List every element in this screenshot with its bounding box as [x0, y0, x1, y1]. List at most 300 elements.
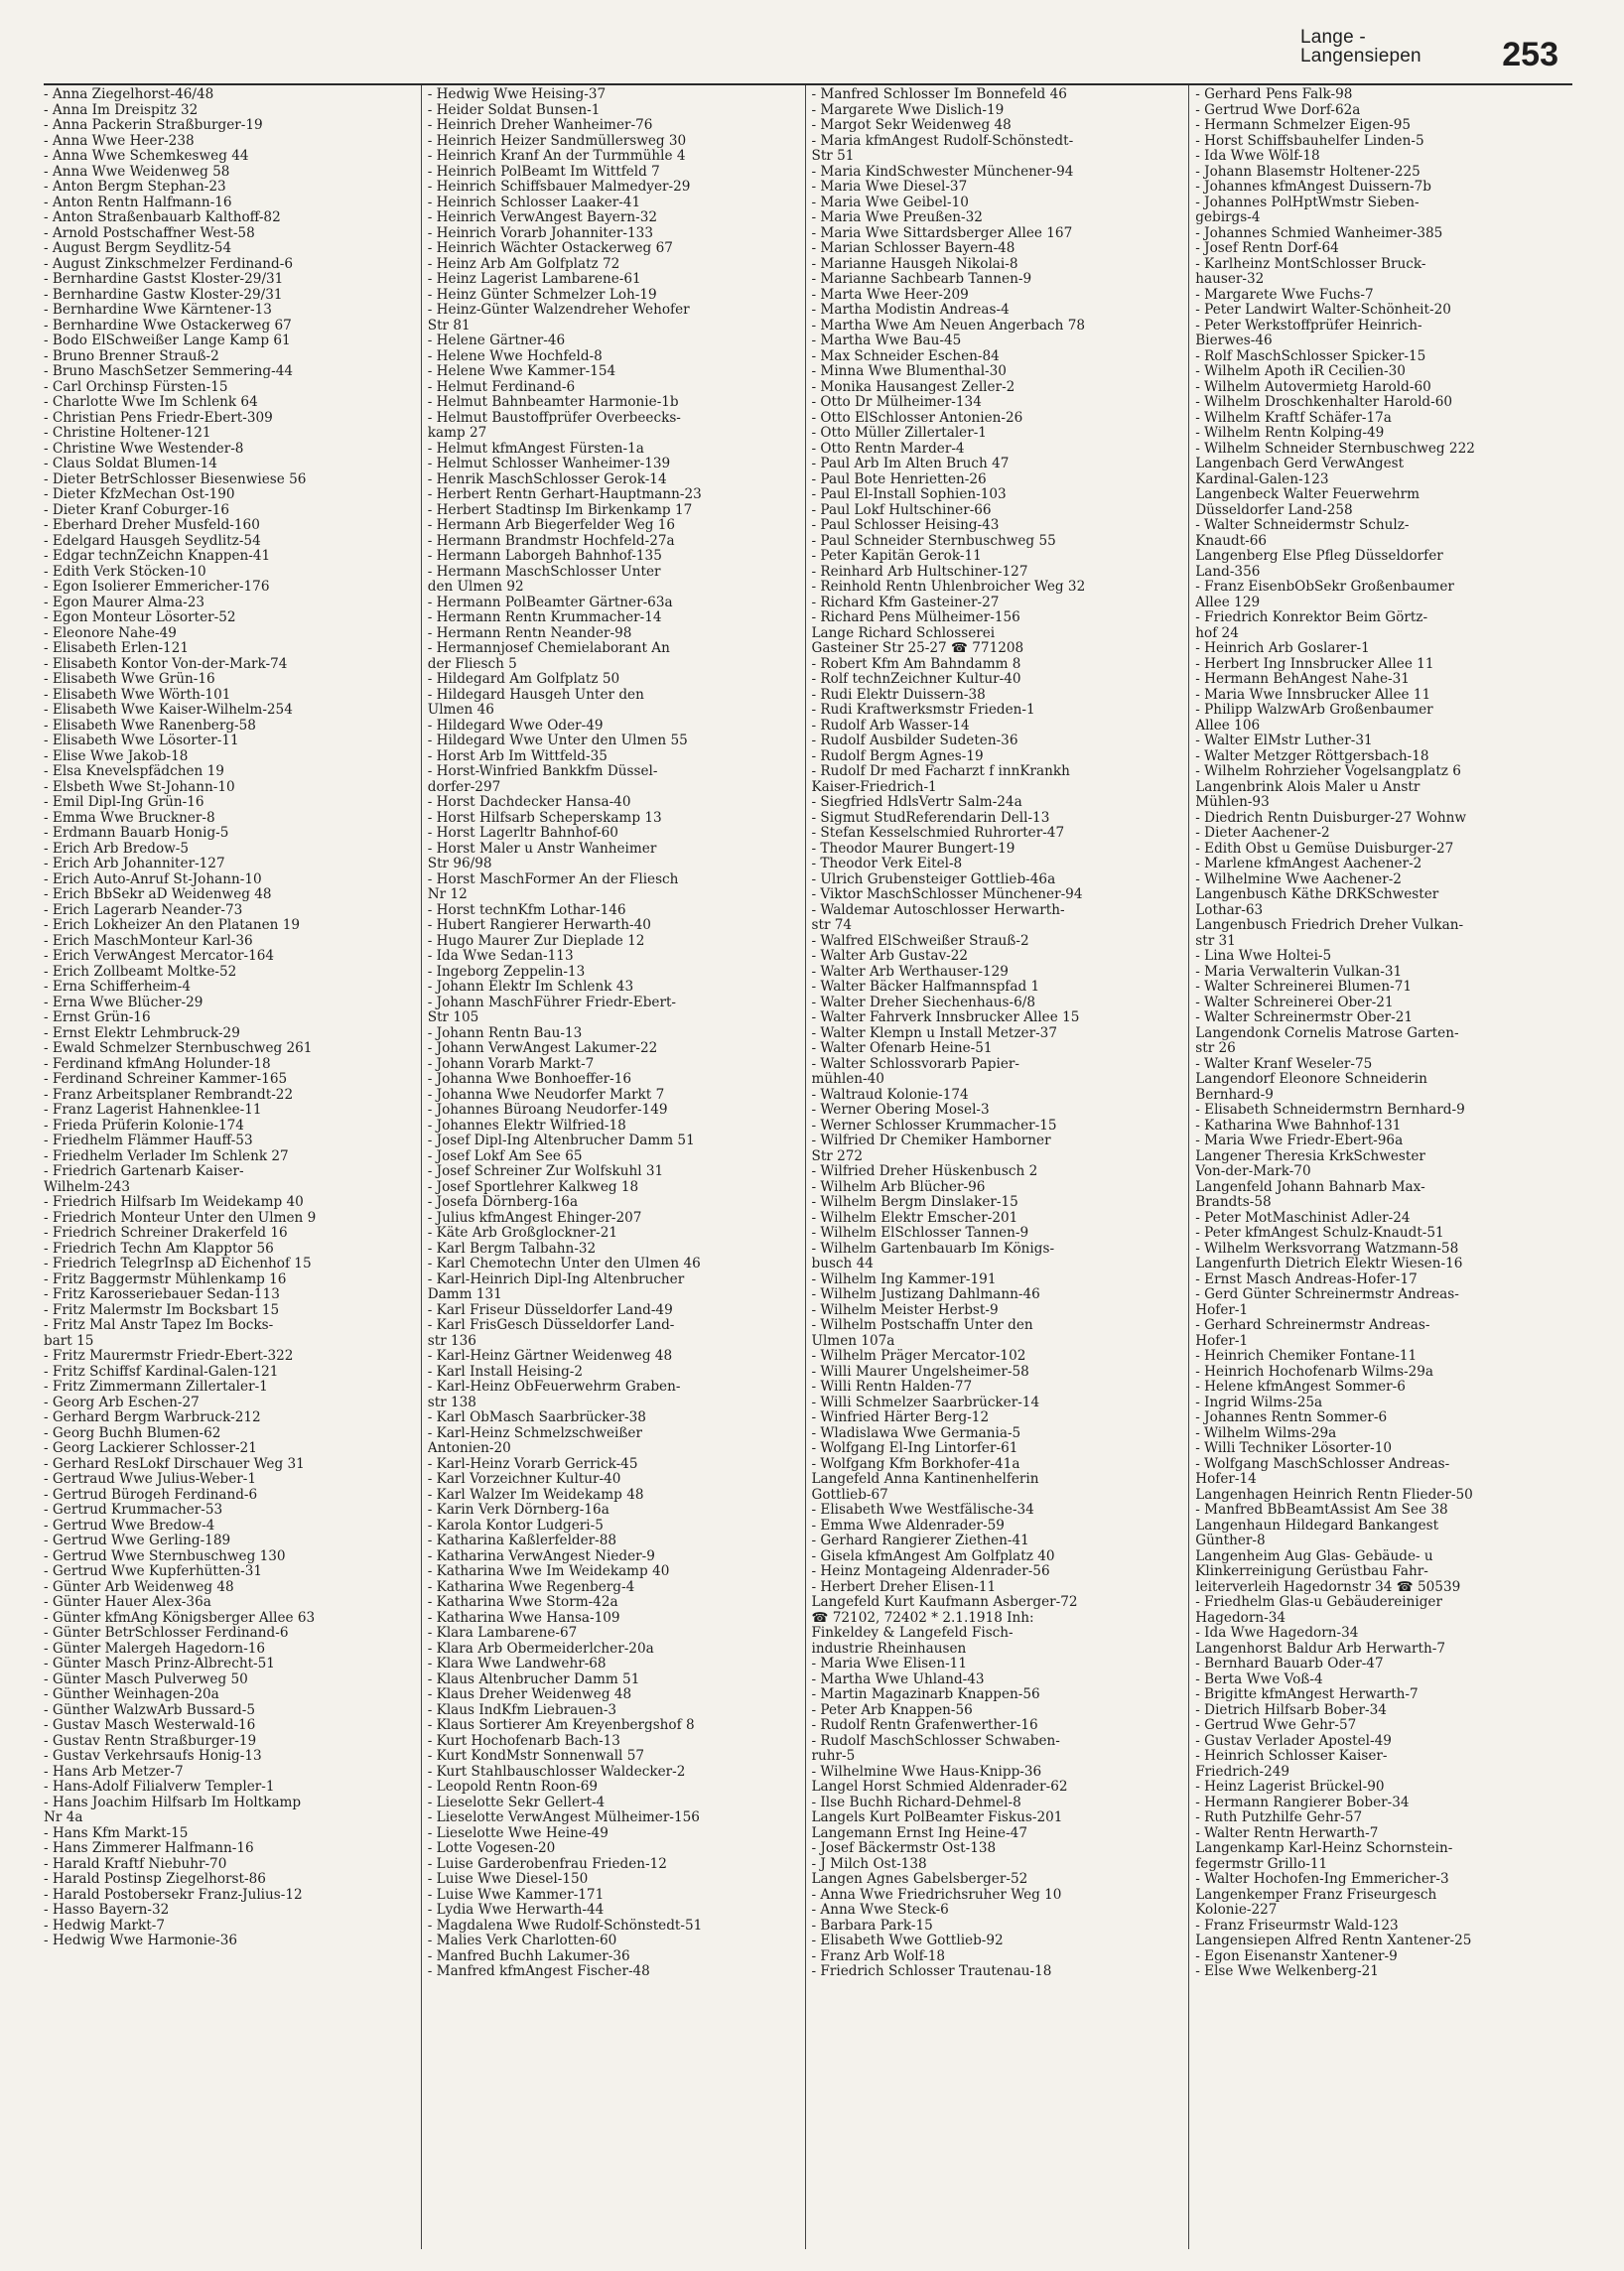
directory-entry: - Klara Arb Obermeiderlcher-20a	[427, 1641, 654, 1657]
directory-entry: - Horst Hilfsarb Scheperskamp 13	[427, 810, 662, 826]
directory-entry: - Erich Arb Bredow-5	[44, 841, 190, 857]
directory-entry: - Richard Kfm Gasteiner-27	[811, 595, 1000, 610]
directory-entry: Land-356	[1195, 564, 1261, 580]
directory-entry: - Herbert Stadtinsp Im Birkenkamp 17	[427, 502, 693, 518]
directory-entry: - Wilhelm Ing Kammer-191	[811, 1271, 997, 1287]
directory-entry: industrie Rheinhausen	[811, 1641, 967, 1657]
directory-entry: - Georg Arb Eschen-27	[44, 1395, 200, 1410]
directory-entry: - Johannes Rentn Sommer-6	[1195, 1410, 1388, 1425]
directory-entry: - Günter Masch Pulverweg 50	[44, 1671, 248, 1687]
directory-entry: - Gertrud Wwe Kupferhütten-31	[44, 1564, 263, 1579]
directory-entry: - Wilhelm Apoth iR Cecilien-30	[1195, 364, 1406, 379]
directory-entry: - Heinz Günter Schmelzer Loh-19	[427, 287, 657, 303]
directory-entry: - Bodo ElSchweißer Lange Kamp 61	[44, 334, 291, 348]
directory-entry: - Wilfried Dr Chemiker Hamborner	[811, 1134, 1051, 1148]
directory-entry: - Wilhelm ElSchlosser Tannen-9	[811, 1226, 1029, 1241]
directory-entry: - Heinrich Chemiker Fontane-11	[1195, 1349, 1418, 1364]
directory-entry: - Helene Wwe Hochfeld-8	[427, 348, 603, 364]
directory-entry: - Anna Wwe Heer-238	[44, 133, 195, 149]
directory-entry: - Hildegard Hausgeh Unter den	[427, 687, 644, 703]
directory-entry: - Wolfgang Kfm Borkhofer-41a	[811, 1456, 1020, 1472]
directory-entry: - Rolf MaschSchlosser Spicker-15	[1195, 348, 1426, 364]
directory-entry: - Karl Friseur Düsseldorfer Land-49	[427, 1302, 673, 1318]
directory-entry: - Hermann Rentn Neander-98	[427, 625, 632, 641]
directory-entry: - Karl Chemotechn Unter den Ulmen 46	[427, 1257, 701, 1271]
directory-entry: - Karola Kontor Ludgeri-5	[427, 1518, 604, 1534]
directory-entry: - Wilhelm Autovermietg Harold-60	[1195, 379, 1431, 395]
directory-entry: - Kurt Hochofenarb Bach-13	[427, 1733, 620, 1749]
directory-entry: - Katharina Kaßlerfelder-88	[427, 1534, 617, 1548]
directory-entry: Nr 4a	[44, 1810, 83, 1825]
directory-entry: - Günter Arb Weidenweg 48	[44, 1579, 234, 1595]
directory-entry: str 138	[427, 1395, 476, 1410]
directory-entry: - Günter Hauer Alex-36a	[44, 1595, 211, 1610]
directory-entry: - Horst Schiffsbauhelfer Linden-5	[1195, 133, 1424, 149]
directory-entry: - Gertrud Wwe Sternbuschweg 130	[44, 1548, 286, 1564]
directory-entry: - Heinrich Schiffsbauer Malmedyer-29	[427, 180, 691, 195]
directory-entry: - Anna Wwe Steck-6	[811, 1903, 949, 1918]
directory-entry: - Wilhelm Schneider Sternbuschweg 222	[1195, 441, 1475, 457]
directory-entry: - Peter Landwirt Walter-Schönheit-20	[1195, 303, 1451, 318]
directory-entry: - Elisabeth Schneidermstrn Bernhard-9	[1195, 1103, 1465, 1118]
directory-entry: - Egon Maurer Alma-23	[44, 595, 204, 610]
directory-entry: - Siegfried HdlsVertr Salm-24a	[811, 795, 1022, 810]
directory-entry: - Heinz Arb Am Golfplatz 72	[427, 256, 620, 272]
directory-entry: - Fritz Mal Anstr Tapez Im Bocks-	[44, 1318, 274, 1333]
directory-entry: bart 15	[44, 1333, 94, 1349]
directory-entry: Ulmen 107a	[811, 1333, 895, 1349]
directory-entry: - Heinrich Dreher Wanheimer-76	[427, 118, 653, 133]
directory-entry: - Manfred Schlosser Im Bonnefeld 46	[811, 87, 1067, 102]
directory-entry: - Harald Postinsp Ziegelhorst-86	[44, 1872, 266, 1887]
directory-entry: - Waldemar Autoschlosser Herwarth-	[811, 902, 1065, 918]
directory-entry: Langenkamp Karl-Heinz Schornstein-	[1195, 1841, 1453, 1856]
directory-entry: - Josef Lokf Am See 65	[427, 1148, 583, 1164]
directory-entry: Langen Agnes Gabelsberger-52	[811, 1872, 1028, 1887]
directory-entry: Mühlen-93	[1195, 795, 1270, 810]
directory-entry: - Walfred ElSchweißer Strauß-2	[811, 933, 1029, 949]
directory-entry: Str 81	[427, 318, 471, 334]
directory-entry: Finkeldey & Langefeld Fisch-	[811, 1626, 1014, 1641]
directory-entry: - Maria Wwe Preußen-32	[811, 210, 983, 225]
directory-entry: - Rudolf Ausbilder Sudeten-36	[811, 734, 1018, 748]
directory-entry: - Lotte Vogesen-20	[427, 1841, 556, 1856]
directory-entry: Kaiser-Friedrich-1	[811, 779, 937, 795]
directory-entry: - Karl Bergm Talbahn-32	[427, 1241, 597, 1257]
directory-entry: - Martha Wwe Am Neuen Angerbach 78	[811, 318, 1086, 334]
page-number: 253	[1502, 36, 1558, 73]
directory-entry: - Johannes PolHptWmstr Sieben-	[1195, 195, 1420, 210]
directory-entry: Langener Theresia KrkSchwester	[1195, 1148, 1425, 1164]
directory-entry: - Helene Wwe Kammer-154	[427, 364, 616, 379]
directory-entry: Str 105	[427, 1010, 479, 1025]
directory-entry: - Walter Bäcker Halfmannspfad 1	[811, 980, 1040, 995]
directory-entry: Str 51	[811, 149, 855, 164]
directory-entry: - Rudolf Arb Wasser-14	[811, 718, 970, 734]
directory-entry: - Leopold Rentn Roon-69	[427, 1780, 598, 1795]
directory-entry: - Dietrich Hilfsarb Bober-34	[1195, 1702, 1387, 1718]
directory-entry: - Johannes Schmied Wanheimer-385	[1195, 225, 1443, 241]
entry-list	[1195, 87, 1566, 1980]
directory-entry: Bierwes-46	[1195, 334, 1273, 348]
directory-entry: - Ernst Masch Andreas-Hofer-17	[1195, 1271, 1418, 1287]
directory-entry: - Peter Kapitän Gerok-11	[811, 549, 982, 564]
directory-entry: - Bernhard Bauarb Oder-47	[1195, 1657, 1384, 1671]
directory-entry: hof 24	[1195, 625, 1239, 641]
directory-entry: - Margarete Wwe Dislich-19	[811, 102, 1005, 118]
directory-entry: - Johann Elektr Im Schlenk 43	[427, 980, 634, 995]
directory-entry: - Ingrid Wilms-25a	[1195, 1395, 1323, 1410]
directory-entry: - Karl FrisGesch Düsseldorfer Land-	[427, 1318, 675, 1333]
directory-entry: - Harald Kraftf Niebuhr-70	[44, 1856, 227, 1872]
directory-entry: Langendonk Cornelis Matrose Garten-	[1195, 1025, 1459, 1041]
directory-entry: - Gerhard ResLokf Dirschauer Weg 31	[44, 1456, 305, 1472]
directory-entry: - Karl Walzer Im Weidekamp 48	[427, 1487, 644, 1503]
directory-entry: - Erich Arb Johanniter-127	[44, 857, 225, 871]
directory-entry: - Erich Auto-Anruf St-Johann-10	[44, 871, 262, 887]
directory-entry: - Günther Weinhagen-20a	[44, 1687, 219, 1702]
directory-entry: - Johannes Büroang Neudorfer-149	[427, 1103, 668, 1118]
directory-entry: - Horst Arb Im Wittfeld-35	[427, 748, 608, 764]
directory-entry: - Walter Schreinerei Blumen-71	[1195, 980, 1412, 995]
directory-entry: - Elsa Knevelspfädchen 19	[44, 764, 224, 779]
directory-entry: Brandts-58	[1195, 1195, 1272, 1210]
directory-entry: - Arnold Postschaffner West-58	[44, 225, 255, 241]
directory-entry: - Otto Rentn Marder-4	[811, 441, 965, 457]
directory-entry: - Theodor Verk Eitel-8	[811, 857, 963, 871]
directory-entry: - Rudolf MaschSchlosser Schwaben-	[811, 1733, 1060, 1749]
directory-entry: - Käte Arb Großglockner-21	[427, 1226, 617, 1241]
directory-entry: - Emil Dipl-Ing Grün-16	[44, 795, 204, 810]
directory-entry: - Josef Bäckermstr Ost-138	[811, 1841, 997, 1856]
directory-entry: str 136	[427, 1333, 476, 1349]
directory-entry: - Bruno MaschSetzer Semmering-44	[44, 364, 294, 379]
directory-entry: Langensiepen Alfred Rentn Xantener-25	[1195, 1934, 1472, 1948]
directory-entry: - Friedrich Konrektor Beim Görtz-	[1195, 610, 1428, 625]
directory-entry: - Anna Im Dreispitz 32	[44, 102, 199, 118]
directory-entry: - Anna Wwe Weidenweg 58	[44, 164, 230, 180]
directory-entry: - Klaus IndKfm Liebrauen-3	[427, 1702, 617, 1718]
directory-entry: - Maria Wwe Geibel-10	[811, 195, 969, 210]
directory-entry: - Heinrich Schlosser Kaiser-	[1195, 1749, 1388, 1764]
directory-entry: - Johann Blasemstr Holtener-225	[1195, 164, 1421, 180]
directory-entry: - Fritz Karosseriebauer Sedan-113	[44, 1287, 280, 1302]
directory-entry: Langenheim Aug Glas- Gebäude- u	[1195, 1548, 1433, 1564]
directory-entry: - Luise Garderobenfrau Frieden-12	[427, 1856, 667, 1872]
directory-entry: - Walter Dreher Siechenhaus-6/8	[811, 995, 1035, 1010]
directory-entry: - Günter Masch Prinz-Albrecht-51	[44, 1657, 275, 1671]
directory-entry: - Walter Arb Werthauser-129	[811, 964, 1009, 980]
directory-entry: Hofer-1	[1195, 1333, 1249, 1349]
directory-entry: - Katharina Wwe Storm-42a	[427, 1595, 618, 1610]
directory-entry: - Hasso Bayern-32	[44, 1903, 170, 1918]
directory-entry: Von-der-Mark-70	[1195, 1164, 1311, 1179]
directory-columns	[44, 83, 1572, 2249]
directory-entry: - Willi Maurer Ungelsheimer-58	[811, 1364, 1029, 1380]
directory-entry: - Christine Holtener-121	[44, 426, 211, 441]
directory-entry: - Helmut kfmAngest Fürsten-1a	[427, 441, 644, 457]
directory-entry: - Karlheinz MontSchlosser Bruck-	[1195, 256, 1426, 272]
directory-entry: - Horst Maler u Anstr Wanheimer	[427, 841, 657, 857]
directory-entry: - Robert Kfm Am Bahndamm 8	[811, 656, 1021, 672]
directory-entry: - Wilfried Dreher Hüskenbusch 2	[811, 1164, 1038, 1179]
directory-entry: - Erich MaschMonteur Karl-36	[44, 933, 253, 949]
directory-entry: - Willi Techniker Lösorter-10	[1195, 1441, 1393, 1456]
directory-entry: - Hildegard Wwe Oder-49	[427, 718, 604, 734]
directory-entry: - Edelgard Hausgeh Seydlitz-54	[44, 533, 261, 549]
directory-entry: - Paul El-Install Sophien-103	[811, 487, 1007, 502]
directory-entry: - Ernst Elektr Lehmbruck-29	[44, 1025, 240, 1041]
directory-entry: - Christian Pens Friedr-Ebert-309	[44, 410, 273, 426]
directory-entry: - Berta Wwe Voß-4	[1195, 1671, 1323, 1687]
directory-entry: Langefeld Anna Kantinenhelferin	[811, 1472, 1039, 1487]
directory-entry: - Franz EisenbObSekr Großenbaumer	[1195, 580, 1454, 595]
directory-entry: - August Zinkschmelzer Ferdinand-6	[44, 256, 293, 272]
directory-entry: der Fliesch 5	[427, 656, 517, 672]
directory-entry: - Franz Arb Wolf-18	[811, 1948, 946, 1964]
directory-entry: - Johannes kfmAngest Duissern-7b	[1195, 180, 1431, 195]
directory-entry: - Heinrich Schlosser Laaker-41	[427, 195, 641, 210]
directory-entry: - Walter Schreinerei Ober-21	[1195, 995, 1394, 1010]
directory-entry: Damm 131	[427, 1287, 502, 1302]
directory-entry: - Helene Gärtner-46	[427, 334, 566, 348]
directory-entry: - Friedhelm Verlader Im Schlenk 27	[44, 1148, 289, 1164]
directory-entry: - Elisabeth Wwe Ranenberg-58	[44, 718, 256, 734]
directory-entry: - Horst technKfm Lothar-146	[427, 902, 626, 918]
directory-entry: - Max Schneider Eschen-84	[811, 348, 1000, 364]
directory-entry: - Anna Packerin Straßburger-19	[44, 118, 263, 133]
directory-entry: - Elisabeth Wwe Grün-16	[44, 672, 215, 687]
directory-entry: - Hans Kfm Markt-15	[44, 1825, 189, 1841]
directory-entry: Langenkemper Franz Friseurgesch	[1195, 1887, 1437, 1903]
directory-entry: Langenbach Gerd VerwAngest	[1195, 457, 1405, 471]
directory-entry: - Walter Arb Gustav-22	[811, 949, 969, 964]
directory-entry: - Bernhardine Wwe Kärntener-13	[44, 303, 272, 318]
directory-entry: Langel Horst Schmied Aldenrader-62	[811, 1780, 1068, 1795]
directory-entry: Düsseldorfer Land-258	[1195, 502, 1353, 518]
directory-entry: - Marian Schlosser Bayern-48	[811, 241, 1015, 256]
directory-entry: - Friedrich Schreiner Drakerfeld 16	[44, 1226, 288, 1241]
directory-entry: Günther-8	[1195, 1534, 1266, 1548]
directory-entry: - Otto ElSchlosser Antonien-26	[811, 410, 1023, 426]
directory-entry: - Wilhelm Wilms-29a	[1195, 1425, 1337, 1441]
directory-entry: fegermstr Grillo-11	[1195, 1856, 1328, 1872]
directory-entry: - Ulrich Grubensteiger Gottlieb-46a	[811, 871, 1056, 887]
directory-entry: - Hedwig Wwe Harmonie-36	[44, 1934, 238, 1948]
directory-entry: - Margot Sekr Weidenweg 48	[811, 118, 1012, 133]
directory-entry: - Karl-Heinz Schmelzschweißer	[427, 1425, 642, 1441]
entry-list	[44, 87, 415, 1949]
directory-entry: - Luise Wwe Kammer-171	[427, 1887, 605, 1903]
directory-entry: gebirgs-4	[1195, 210, 1261, 225]
directory-entry: - Otto Dr Mülheimer-134	[811, 395, 982, 410]
directory-entry: - Rudolf Rentn Grafenwerther-16	[811, 1718, 1038, 1733]
directory-entry: - Dieter Kranf Coburger-16	[44, 502, 230, 518]
directory-entry: mühlen-40	[811, 1072, 884, 1087]
directory-entry: Hofer-1	[1195, 1302, 1249, 1318]
directory-entry: - Dieter BetrSchlosser Biesenwiese 56	[44, 471, 307, 487]
directory-entry: - Katharina Wwe Hansa-109	[427, 1610, 620, 1626]
directory-entry: - Dieter Aachener-2	[1195, 826, 1330, 841]
directory-entry: - Heinrich Wächter Ostackerweg 67	[427, 241, 673, 256]
directory-entry: - Hans Joachim Hilfsarb Im Holtkamp	[44, 1795, 302, 1810]
directory-entry: - Gisela kfmAngest Am Golfplatz 40	[811, 1548, 1055, 1564]
directory-entry: - Martin Magazinarb Knappen-56	[811, 1687, 1040, 1702]
directory-entry: - Rudi Elektr Duissern-38	[811, 687, 986, 703]
directory-entry: - Erich Zollbeamt Moltke-52	[44, 964, 237, 980]
directory-entry: - Egon Eisenanstr Xantener-9	[1195, 1948, 1398, 1964]
directory-entry: - Anna Wwe Friedrichsruher Weg 10	[811, 1887, 1062, 1903]
directory-entry: - Elisabeth Wwe Kaiser-Wilhelm-254	[44, 703, 293, 718]
directory-entry: - Eleonore Nahe-49	[44, 625, 177, 641]
directory-entry: - Monika Hausangest Zeller-2	[811, 379, 1015, 395]
directory-entry: - Erich VerwAngest Mercator-164	[44, 949, 275, 964]
directory-entry: - Johanna Wwe Neudorfer Markt 7	[427, 1087, 665, 1103]
directory-entry: - Peter Werkstoffprüfer Heinrich-	[1195, 318, 1422, 334]
directory-entry: str 31	[1195, 933, 1236, 949]
directory-entry: - Ernst Grün-16	[44, 1010, 151, 1025]
directory-entry: - Walter Klempn u Install Metzer-37	[811, 1025, 1057, 1041]
directory-entry: - Lieselotte Sekr Gellert-4	[427, 1795, 606, 1810]
directory-entry: - Manfred BbBeamtAssist Am See 38	[1195, 1503, 1448, 1518]
directory-entry: - Minna Wwe Blumenthal-30	[811, 364, 1007, 379]
directory-entry: - Gertrud Wwe Gehr-57	[1195, 1718, 1357, 1733]
directory-entry: Gottlieb-67	[811, 1487, 888, 1503]
directory-entry: - Karl-Heinz Gärtner Weidenweg 48	[427, 1349, 673, 1364]
directory-entry: - Johann Rentn Bau-13	[427, 1025, 583, 1041]
directory-entry: Langenfeld Johann Bahnarb Max-	[1195, 1179, 1425, 1195]
directory-entry: - Anna Wwe Schemkesweg 44	[44, 149, 249, 164]
directory-entry: - Gertrud Krummacher-53	[44, 1503, 223, 1518]
directory-entry: Hofer-14	[1195, 1472, 1257, 1487]
directory-entry: - Viktor MaschSchlosser Münchener-94	[811, 887, 1083, 902]
directory-entry: - Wilhelm Bergm Dinslaker-15	[811, 1195, 1018, 1210]
directory-entry: - Gertraud Wwe Julius-Weber-1	[44, 1472, 257, 1487]
directory-entry: - Emma Wwe Bruckner-8	[44, 810, 215, 826]
directory-entry: - Gerhard Rangierer Ziethen-41	[811, 1534, 1029, 1548]
directory-entry: - Manfred Buchh Lakumer-36	[427, 1948, 630, 1964]
directory-entry: - Kurt Stahlbauschlosser Waldecker-2	[427, 1764, 686, 1780]
directory-entry: - Hedwig Wwe Heising-37	[427, 87, 607, 102]
directory-entry: - Ruth Putzhilfe Gehr-57	[1195, 1810, 1363, 1825]
directory-entry: Lange Richard Schlosserei	[811, 625, 996, 641]
directory-entry: - Stefan Kesselschmied Ruhrorter-47	[811, 826, 1065, 841]
directory-entry: - Karl-Heinrich Dipl-Ing Altenbrucher	[427, 1271, 685, 1287]
directory-entry: Langenbusch Friedrich Dreher Vulkan-	[1195, 918, 1464, 933]
directory-entry: - Ewald Schmelzer Sternbuschweg 261	[44, 1041, 313, 1056]
directory-entry: Kolonie-227	[1195, 1903, 1278, 1918]
directory-entry: - Rudolf Bergm Agnes-19	[811, 748, 984, 764]
directory-entry: - Hermann Brandmstr Hochfeld-27a	[427, 533, 675, 549]
directory-entry: Nr 12	[427, 887, 468, 902]
directory-entry: - Heinrich Heizer Sandmüllersweg 30	[427, 133, 687, 149]
directory-entry: - Maria Wwe Elisen-11	[811, 1657, 967, 1671]
directory-entry: - Karl-Heinz Vorarb Gerrick-45	[427, 1456, 638, 1472]
directory-entry: - Maria Verwalterin Vulkan-31	[1195, 964, 1403, 980]
directory-entry: - Heinrich PolBeamt Im Wittfeld 7	[427, 164, 660, 180]
directory-entry: - Erich BbSekr aD Weidenweg 48	[44, 887, 272, 902]
directory-entry: - Paul Arb Im Alten Bruch 47	[811, 457, 1010, 471]
directory-entry: - Günter Malergeh Hagedorn-16	[44, 1641, 266, 1657]
directory-entry: - Edgar technZeichn Knappen-41	[44, 549, 271, 564]
directory-entry: - Waltraud Kolonie-174	[811, 1087, 969, 1103]
directory-entry: - Fritz Zimmermann Zillertaler-1	[44, 1380, 268, 1395]
directory-entry: - Egon Isolierer Emmericher-176	[44, 580, 270, 595]
directory-entry: - Claus Soldat Blumen-14	[44, 457, 217, 471]
directory-entry: - Josef Schreiner Zur Wolfskuhl 31	[427, 1164, 664, 1179]
directory-entry: - Karl ObMasch Saarbrücker-38	[427, 1410, 646, 1425]
directory-entry: - Anton Bergm Stephan-23	[44, 180, 226, 195]
directory-entry: - Werner Obering Mosel-3	[811, 1103, 990, 1118]
directory-entry: - Günther WalzwArb Bussard-5	[44, 1702, 255, 1718]
directory-entry: ruhr-5	[811, 1749, 856, 1764]
directory-entry: - Wilhelm Arb Blücher-96	[811, 1179, 986, 1195]
directory-entry: - Karin Verk Dörnberg-16a	[427, 1503, 609, 1518]
directory-entry: - Gerhard Schreinermstr Andreas-	[1195, 1318, 1430, 1333]
directory-entry: - Walter Schreinermstr Ober-21	[1195, 1010, 1414, 1025]
directory-entry: - Franz Arbeitsplaner Rembrandt-22	[44, 1087, 294, 1103]
directory-entry: Langenhaun Hildegard Bankangest	[1195, 1518, 1439, 1534]
directory-entry: - Günter BetrSchlosser Ferdinand-6	[44, 1626, 289, 1641]
directory-entry: - Horst Lagerltr Bahnhof-60	[427, 826, 618, 841]
directory-entry: Kardinal-Galen-123	[1195, 471, 1329, 487]
directory-entry: - Marta Wwe Heer-209	[811, 287, 969, 303]
directory-entry: - Erna Schifferheim-4	[44, 980, 192, 995]
directory-entry: - Karl Install Heising-2	[427, 1364, 584, 1380]
entry-list	[428, 87, 799, 1980]
directory-entry: - Maria KindSchwester Münchener-94	[811, 164, 1074, 180]
directory-entry: - Fritz Maurermstr Friedr-Ebert-322	[44, 1349, 294, 1364]
directory-entry: - Herbert Rentn Gerhart-Hauptmann-23	[427, 487, 702, 502]
directory-entry: hauser-32	[1195, 272, 1265, 287]
directory-entry: - Sigmut StudReferendarin Dell-13	[811, 810, 1050, 826]
directory-entry: - Dieter KfzMechan Ost-190	[44, 487, 235, 502]
directory-entry: - Heinrich Kranf An der Turmmühle 4	[427, 149, 686, 164]
directory-entry: - Karl-Heinz ObFeuerwehrm Graben-	[427, 1380, 681, 1395]
directory-entry: - Hubert Rangierer Herwarth-40	[427, 918, 651, 933]
directory-column-2	[421, 85, 805, 2249]
directory-entry: - Josef Sportlehrer Kalkweg 18	[427, 1179, 639, 1195]
directory-entry: - Hermann Rangierer Bober-34	[1195, 1795, 1410, 1810]
directory-entry: leiterverleih Hagedornstr 34 ☎ 50539	[1195, 1579, 1461, 1595]
directory-entry: - Wilhelm Droschkenhalter Harold-60	[1195, 395, 1453, 410]
directory-entry: - Theodor Maurer Bungert-19	[811, 841, 1015, 857]
directory-entry: - Heinz-Günter Walzendreher Wehofer	[427, 303, 690, 318]
directory-entry: - Barbara Park-15	[811, 1918, 933, 1934]
directory-entry: Friedrich-249	[1195, 1764, 1290, 1780]
directory-entry: - Wilhelmine Wwe Haus-Knipp-36	[811, 1764, 1042, 1780]
directory-entry: - Katharina Wwe Regenberg-4	[427, 1579, 635, 1595]
directory-entry: - Peter MotMaschinist Adler-24	[1195, 1210, 1411, 1226]
directory-entry: - Helmut Bahnbeamter Harmonie-1b	[427, 395, 679, 410]
directory-entry: Langendorf Eleonore Schneiderin	[1195, 1072, 1427, 1087]
directory-entry: - Paul Bote Henrietten-26	[811, 471, 987, 487]
directory-column-3	[805, 85, 1189, 2249]
directory-entry: - Peter kfmAngest Schulz-Knaudt-51	[1195, 1226, 1444, 1241]
directory-entry: Bernhard-9	[1195, 1087, 1274, 1103]
directory-entry: - Horst MaschFormer An der Fliesch	[427, 871, 679, 887]
directory-entry: - Bruno Brenner Strauß-2	[44, 348, 219, 364]
directory-entry: - Wladislawa Wwe Germania-5	[811, 1425, 1021, 1441]
directory-entry: - Bernhardine Wwe Ostackerweg 67	[44, 318, 292, 334]
directory-entry: - Wilhelm Elektr Emscher-201	[811, 1210, 1018, 1226]
directory-entry: - Ferdinand Schreiner Kammer-165	[44, 1072, 288, 1087]
directory-entry: - Karl Vorzeichner Kultur-40	[427, 1472, 621, 1487]
directory-entry: - Marianne Hausgeh Nikolai-8	[811, 256, 1018, 272]
directory-entry: - Christine Wwe Westender-8	[44, 441, 244, 457]
directory-entry: - Günter kfmAng Königsberger Allee 63	[44, 1610, 316, 1626]
directory-entry: - Hermann PolBeamter Gärtner-63a	[427, 595, 673, 610]
